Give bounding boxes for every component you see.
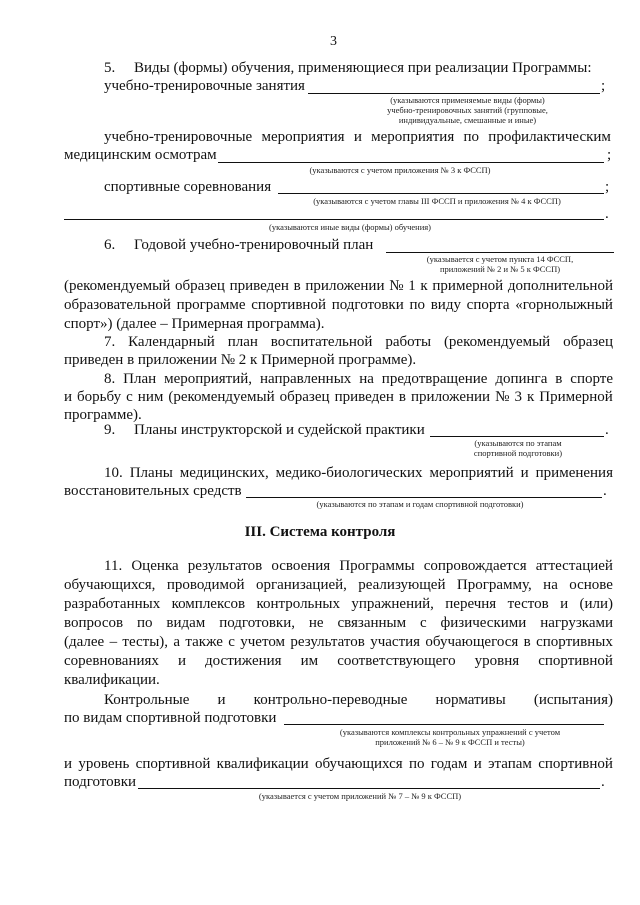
hint-plan-line2: приложений № 2 и № 5 к ФССП): [439, 264, 561, 274]
word: Контрольные: [104, 692, 190, 708]
item9-end: .: [605, 422, 609, 438]
item10-line1: [104, 464, 613, 483]
level-end: .: [601, 774, 605, 790]
item6-para-line2: [64, 296, 613, 315]
competitions-end: ;: [605, 179, 610, 195]
word: спортивной: [251, 297, 326, 313]
word: 10.: [104, 465, 123, 481]
word: тестов: [507, 596, 549, 612]
word: учебно-тренировочные: [104, 129, 253, 145]
word: контрольных: [256, 596, 340, 612]
word: не: [308, 615, 324, 631]
item6-label: 6. Годовой учебно-тренировочный план: [104, 237, 374, 253]
word: примерной: [432, 278, 504, 294]
word: –: [109, 634, 118, 650]
word: 1: [408, 278, 416, 294]
word: образовательной: [64, 297, 171, 313]
word: с: [228, 634, 235, 650]
word: направленных: [259, 371, 352, 387]
word: «горнолыжный: [515, 297, 613, 313]
norms-blank-line: [284, 724, 604, 725]
word: обучающихся: [315, 756, 403, 772]
word: а: [173, 634, 181, 650]
hint-competitions: (указываются с учетом главы III ФССП и приложения № 4 к ФССП): [313, 196, 561, 206]
word: и: [64, 389, 73, 405]
word: программе: [176, 297, 246, 313]
word: на: [359, 371, 374, 387]
word: План: [123, 371, 157, 387]
word: учетом: [240, 634, 286, 650]
item7-line2: приведен в приложении № 2 к Примерной программе).: [64, 352, 417, 368]
word: тесты),: [122, 634, 169, 650]
word: №: [495, 389, 510, 405]
word: медицинских,: [179, 465, 269, 481]
plan-blank-line: [386, 252, 614, 253]
word: борьбу: [77, 389, 122, 405]
word: участия: [370, 634, 421, 650]
item6-para-line3: спорт») (далее – Примерная программа).: [64, 316, 325, 332]
word: годам: [430, 756, 468, 772]
word: нагрузками: [540, 615, 613, 631]
word: на: [543, 577, 558, 593]
section-title: III. Система контроля: [244, 524, 396, 540]
word: 7.: [104, 334, 116, 350]
word: результатов: [187, 558, 263, 574]
item10-end: .: [603, 483, 607, 499]
word: и: [353, 129, 362, 145]
item6-para-line1: [64, 277, 613, 296]
word: физическими: [440, 615, 527, 631]
page-number: 3: [330, 34, 337, 49]
word: приведен: [229, 278, 289, 294]
hint-events: (указываются с учетом приложения № 3 к ФССП): [309, 165, 491, 175]
word: Программу,: [456, 577, 532, 593]
word: воспитательной: [270, 334, 373, 350]
word: медико-биологических: [275, 465, 423, 481]
item11-line1: [104, 557, 613, 576]
word: (рекомендуемый: [168, 389, 275, 405]
item11-line3: [64, 595, 613, 614]
word: уровень: [78, 756, 130, 772]
word: к: [420, 278, 428, 294]
word: и: [177, 653, 186, 669]
training-blank-line: [308, 93, 600, 94]
word: реализующей: [358, 577, 446, 593]
word: в: [398, 389, 406, 405]
word: образец: [563, 334, 613, 350]
level-line1: [64, 755, 613, 774]
hint-training-line3: индивидуальные, смешанные и иные): [398, 115, 537, 125]
item8-line3: программе).: [64, 407, 142, 423]
word: работы: [385, 334, 432, 350]
word: перечня: [445, 596, 497, 612]
word: (рекомендуемый: [443, 334, 551, 350]
word: спорте: [570, 371, 613, 387]
word: спорта: [466, 297, 510, 313]
training-label: учебно-тренировочные занятия: [104, 78, 305, 94]
word: 11.: [104, 558, 123, 574]
word: квалификации: [216, 756, 309, 772]
word: приложении: [411, 389, 491, 405]
recovery-blank-line: [246, 497, 602, 498]
word: и: [520, 465, 529, 481]
word: в: [555, 371, 563, 387]
word: мероприятия: [261, 129, 345, 145]
word: связанным: [337, 615, 407, 631]
norms-line1: [104, 691, 613, 710]
hint-practice-line2: спортивной подготовки): [473, 448, 563, 458]
word: проводимой: [166, 577, 245, 593]
hint-plan: [390, 254, 610, 274]
item11-line6: [64, 652, 613, 671]
word: виду: [430, 297, 461, 313]
word: (испытания): [533, 692, 613, 708]
norms-label: по видам спортивной подготовки: [64, 710, 277, 726]
item9-label: 9. Планы инструкторской и судейской практики: [104, 422, 425, 438]
item11-line4: [64, 614, 613, 633]
word: применения: [535, 465, 613, 481]
practice-blank-line: [430, 436, 604, 437]
level-blank-line: [138, 788, 600, 789]
word: предотвращение: [381, 371, 488, 387]
word: 3: [514, 389, 522, 405]
word: контрольно-переводные: [253, 692, 408, 708]
word: профилактическим: [488, 129, 611, 145]
word: соревнованиях: [64, 653, 159, 669]
word: комплексов: [171, 596, 246, 612]
word: и: [560, 596, 569, 612]
competitions-label: спортивные соревнования: [104, 179, 272, 195]
hint-norms-line1: (указываются комплексы контрольных упражнений с учетом: [339, 727, 561, 737]
word: спортивной: [538, 756, 613, 772]
word: освоения: [271, 558, 331, 574]
item7-line1: [104, 333, 613, 352]
word: этапам: [488, 756, 532, 772]
hint-recovery: (указываются по этапам и годам спортивной подготовки): [316, 499, 524, 509]
level-label: подготовки: [64, 774, 137, 790]
events-label: медицинским осмотрам: [64, 147, 217, 163]
word: и: [473, 756, 482, 772]
item8-line2: [64, 388, 613, 407]
word: приведен: [334, 389, 394, 405]
item11-line7: квалификации.: [64, 672, 160, 688]
word: по: [408, 756, 425, 772]
word: аттестацией: [535, 558, 613, 574]
item8-line1: [104, 370, 613, 389]
word: вопросов: [64, 615, 124, 631]
word: приложении: [305, 278, 385, 294]
word: 8.: [104, 371, 116, 387]
word: Планы: [129, 465, 173, 481]
training-end: ;: [601, 78, 606, 94]
word: подготовки: [331, 297, 404, 313]
word: (далее: [64, 634, 105, 650]
word: спортивных: [536, 634, 613, 650]
item11-line2: [64, 576, 613, 595]
word: разработанных: [64, 596, 161, 612]
item11-line5: [64, 633, 613, 652]
word: (или): [579, 596, 613, 612]
word: и: [64, 756, 73, 772]
hint-practice: [432, 438, 604, 458]
hint-training-line2: учебно-тренировочных занятий (групповые,: [387, 105, 548, 115]
item10-label: восстановительных средств: [64, 483, 242, 499]
word: Примерной: [539, 389, 613, 405]
word: организацией,: [255, 577, 347, 593]
hint-training-line1: (указываются применяемые виды (формы): [390, 95, 545, 105]
word: подготовки,: [219, 615, 296, 631]
word: также: [185, 634, 223, 650]
word: спортивной: [135, 756, 211, 772]
word: видам: [166, 615, 206, 631]
word: мероприятия: [371, 129, 455, 145]
events-blank-line: [218, 162, 604, 163]
word: спортивной: [538, 653, 613, 669]
word: образец: [174, 278, 225, 294]
word: мероприятий: [429, 465, 514, 481]
word: сопровождается: [423, 558, 527, 574]
word: Оценка: [131, 558, 179, 574]
competitions-blank-line: [278, 193, 604, 194]
word: уровня: [474, 653, 520, 669]
word: достижения: [205, 653, 282, 669]
events-line1: [104, 128, 611, 147]
word: к: [526, 389, 535, 405]
word: обучающихся,: [64, 577, 156, 593]
word: по: [409, 297, 425, 313]
word: по: [463, 129, 480, 145]
word: обучающегося: [425, 634, 519, 650]
word: дополнительной: [507, 278, 613, 294]
word: в: [293, 278, 301, 294]
item5-heading: 5. Виды (формы) обучения, применяющиеся при реализации Программы:: [104, 60, 592, 76]
hint-training: [360, 95, 575, 125]
word: им: [300, 653, 319, 669]
word: образец: [279, 389, 330, 405]
other-blank-line: [64, 219, 604, 220]
word: в: [523, 634, 531, 650]
word: №: [389, 278, 404, 294]
word: Календарный: [128, 334, 215, 350]
word: основе: [569, 577, 613, 593]
word: нормативы: [435, 692, 506, 708]
word: и: [217, 692, 226, 708]
word: мероприятий,: [164, 371, 253, 387]
other-end: .: [605, 206, 609, 222]
word: с: [419, 615, 427, 631]
word: упражнений,: [351, 596, 434, 612]
word: с: [126, 389, 133, 405]
hint-practice-line1: (указываются по этапам: [474, 438, 562, 448]
hint-norms-line2: приложений № 6 – № 9 к ФССП и тесты): [375, 737, 525, 747]
word: по: [137, 615, 153, 631]
word: соответствующего: [337, 653, 456, 669]
hint-other: (указываются иные виды (формы) обучения): [268, 222, 432, 232]
events-end: ;: [607, 147, 612, 163]
word: план: [227, 334, 258, 350]
word: (рекомендуемый: [64, 278, 171, 294]
hint-level: (указывается с учетом приложений № 7 – № 9 к ФССП): [258, 791, 462, 801]
word: результатов: [290, 634, 365, 650]
hint-plan-line1: (указывается с учетом пункта 14 ФССП,: [426, 254, 574, 264]
word: Программы: [339, 558, 415, 574]
word: допинга: [495, 371, 548, 387]
hint-norms: [300, 727, 600, 747]
word: ним: [137, 389, 164, 405]
